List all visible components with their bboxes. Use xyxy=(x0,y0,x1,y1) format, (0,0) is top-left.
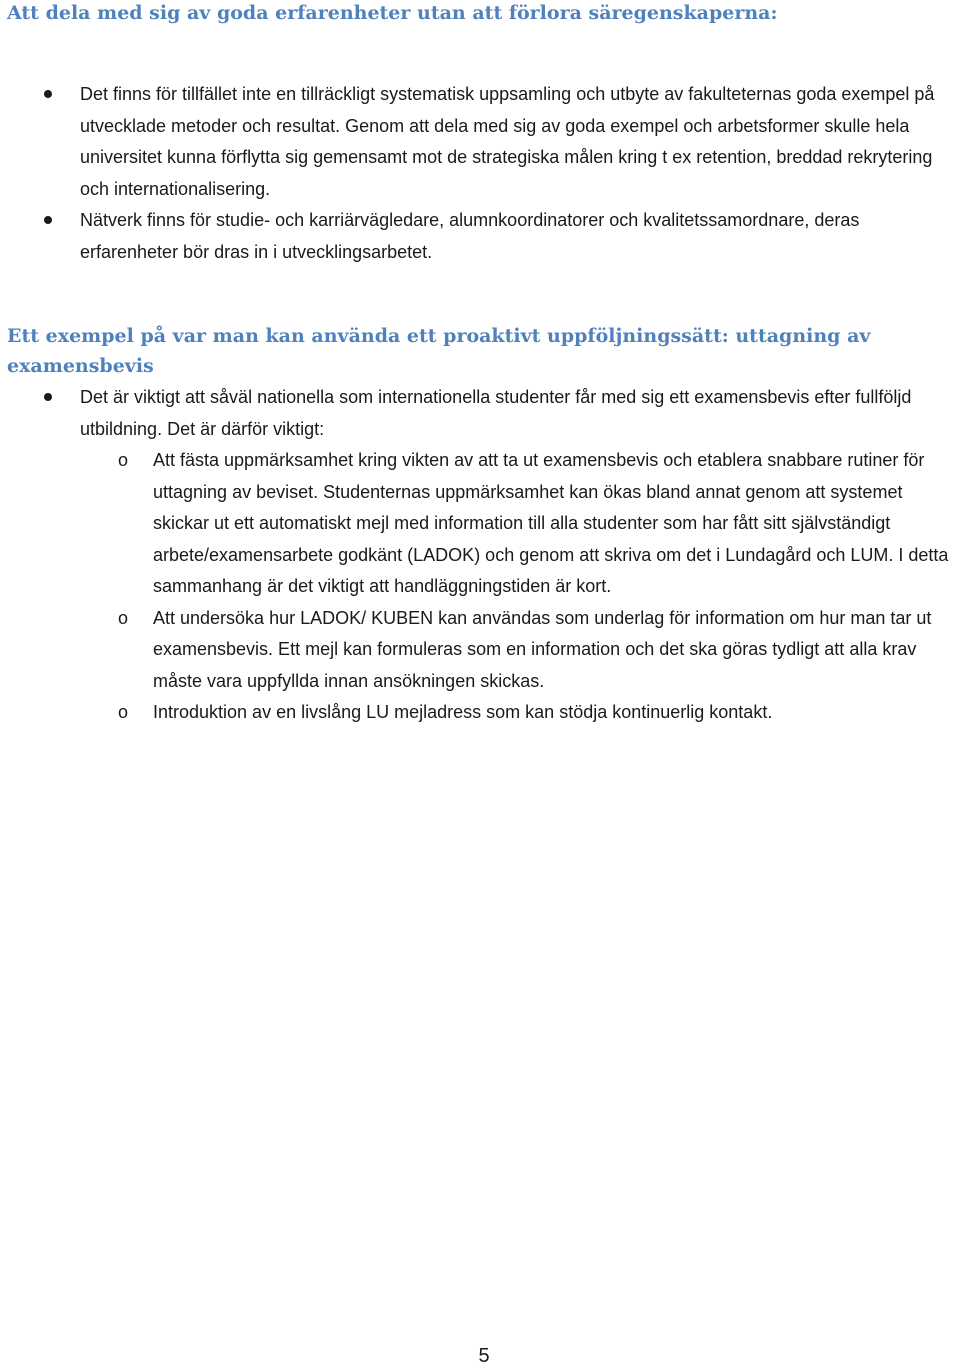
sub-list-item xyxy=(80,603,958,698)
bullet-list-sharing xyxy=(0,79,960,268)
list-item-text: Det är viktigt att såväl nationella som internationella studenter får med sig ett examensbevis efter fullföljd utbildning. Det är därför viktigt: xyxy=(80,387,912,439)
circle-bullet-icon: o xyxy=(118,607,129,628)
list-item-text: Det finns för tillfället inte en tillräckligt systematisk uppsamling och utbyte av fakulteternas goda exempel på utvecklade metoder och resultat. Genom att dela med sig av goda exempel och arbetsformer skulle hela universitet kunna förflytta sig gemensamt mot de strategiska målen kring t ex retention, breddad rekrytering och internationalisering. xyxy=(80,84,935,199)
sub-list-container xyxy=(80,445,958,729)
list-item xyxy=(0,79,960,205)
bullet-list-proactive xyxy=(0,382,960,445)
section-heading-proactive: Ett exempel på var man kan använda ett proaktivt uppföljningssätt: uttagning av examensbevis xyxy=(7,325,871,377)
bullet-icon xyxy=(44,393,52,401)
sub-list-item-text: Att fästa uppmärksamhet kring vikten av att ta ut examensbevis och etablera snabbare rutiner för uttagning av beviset. Studenternas uppmärksamhet kan ökas bland annat genom att systemet skickar ut ett automatiskt mejl med information till alla studenter som har fått sitt självständigt arbete/examensarbete godkänt (LADOK) och genom att skriva om det i Lundagård och LUM. I detta sammanhang är det viktigt att handläggningstiden är kort. xyxy=(153,450,949,596)
circle-bullet-icon: o xyxy=(118,450,129,470)
sub-list-item-text: Att undersöka hur LADOK/ KUBEN kan användas som underlag för information om hur man tar ut examensbevis. Ett mejl kan formuleras som en information och det ska göras tydligt att alla krav måste vara uppfyllda innan ansökningen skickas. xyxy=(153,607,932,691)
sub-list-item xyxy=(80,697,958,729)
bullet-icon xyxy=(44,90,52,98)
circle-bullet-icon: o xyxy=(118,702,129,722)
sub-list-item-text: Introduktion av en livslång LU mejladress som kan stödja kontinuerlig kontakt. xyxy=(153,702,773,722)
list-item-text: Nätverk finns för studie- och karriärvägledare, alumnkoordinatorer och kvalitetssamordnare, deras erfarenheter bör dras in i utvecklingsarbetet. xyxy=(80,210,860,262)
bullet-icon xyxy=(44,216,52,224)
sub-list-item xyxy=(80,445,958,603)
sub-list xyxy=(80,445,958,729)
list-item xyxy=(0,382,960,445)
list-item xyxy=(0,205,960,268)
page-number: 5 xyxy=(478,1345,490,1367)
section-heading-sharing: Att dela med sig av goda erfarenheter utan att förlora säregenskaperna: xyxy=(7,2,778,24)
